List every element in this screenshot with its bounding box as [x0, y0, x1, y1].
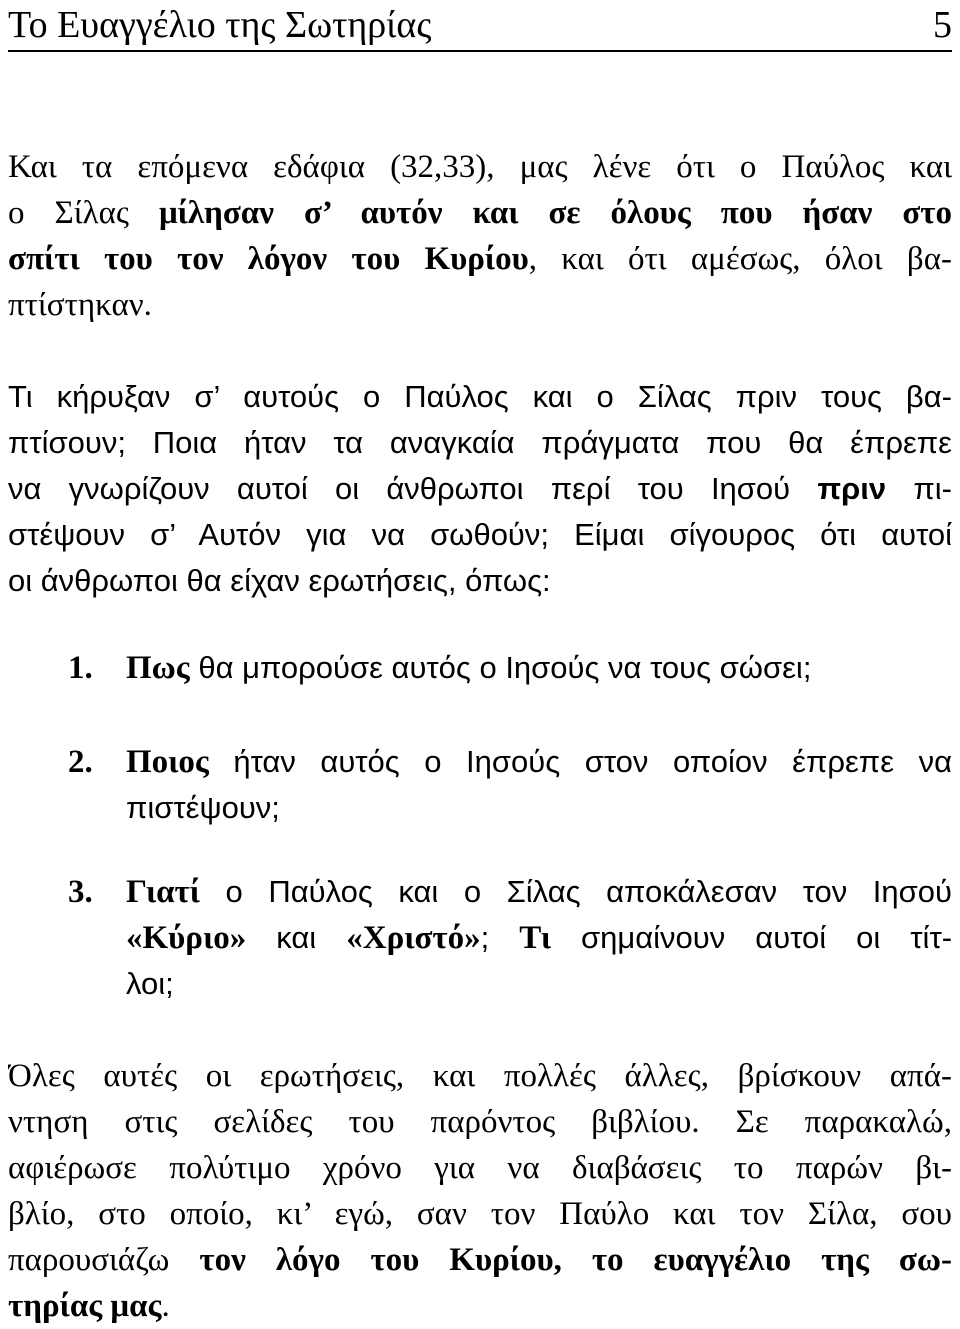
question-line: λοι; — [126, 966, 174, 1001]
paragraph-2-line-1: Τι κήρυξαν σ’ αυτούς ο Παύλος και ο Σίλας πριν τους βα- — [8, 379, 952, 414]
text-span: ήταν αυτός ο Ιησούς στον οποίον έπρεπε να — [208, 744, 952, 779]
paragraph-2 — [8, 374, 952, 604]
paragraph-3-line-2: ντηση στις σελίδες του παρόντος βιβλίου. Σε παρακαλώ, — [8, 1104, 952, 1140]
question-keyword: Ποιος — [126, 744, 209, 780]
paragraph-2-line-5: οι άνθρωποι θα είχαν ερωτήσεις, όπως: — [8, 563, 551, 598]
paragraph-3-line-6 — [8, 1283, 952, 1329]
emphasis: πριν — [817, 471, 887, 506]
question-line: πιστέψουν; — [126, 790, 280, 825]
paragraph-1-line-2 — [8, 190, 952, 236]
text-span: να γνωρίζουν αυτοί οι άνθρωποι περί του Ιησού — [8, 471, 818, 506]
question-line — [126, 915, 952, 961]
paragraph-2-line-2: πτίσουν; Ποια ήταν τα αναγκαία πράγματα που θα έπρεπε — [8, 425, 952, 460]
question-number: 1. — [68, 650, 93, 686]
paragraph-1-line-1: Και τα επόμενα εδάφια (32,33), μας λένε ότι ο Παύλος και — [8, 149, 952, 185]
page-header — [8, 0, 952, 52]
emphasis: σπίτι του τον λόγον του Κυρίου — [8, 241, 529, 277]
paragraph-3 — [8, 1053, 952, 1329]
question-line — [126, 869, 952, 915]
paragraph-1-line-4: πτίστηκαν. — [8, 287, 152, 323]
text-span: σημαίνουν αυτοί οι τίτ- — [550, 920, 952, 955]
question-keyword: Γιατί — [126, 874, 200, 910]
paragraph-3-line-4: βλίο, στο οποίο, κι’ εγώ, σαν τον Παύλο και τον Σίλα, σου — [8, 1196, 952, 1232]
text-span: . — [161, 1288, 170, 1324]
emphasis: τηρίας μας — [8, 1288, 162, 1324]
paragraph-3-line-1: Όλες αυτές οι ερωτήσεις, και πολλές άλλες, βρίσκουν απά- — [8, 1058, 952, 1094]
emphasis: Τι — [519, 920, 551, 956]
paragraph-2-line-3 — [8, 466, 952, 512]
emphasis: τον λόγο του Κυρίου, το ευαγγέλιο της σω- — [199, 1242, 952, 1278]
emphasis: «Κύριο» — [126, 920, 247, 956]
page-number: 5 — [933, 4, 952, 46]
text-span: ο Παύλος και ο Σίλας αποκάλεσαν τον Ιησού — [199, 874, 952, 909]
question-line — [126, 645, 952, 691]
text-span: ; — [480, 920, 520, 955]
question-keyword: Πως — [126, 650, 190, 686]
question-number: 3. — [68, 874, 93, 910]
emphasis: μίλησαν σ’ αυτόν και σε όλους που ήσαν στο — [158, 195, 952, 231]
text-span: ο Σίλας — [8, 195, 159, 231]
running-title: Το Ευαγγέλιο της Σωτηρίας — [8, 4, 432, 46]
paragraph-3-line-5 — [8, 1237, 952, 1283]
emphasis: «Χριστό» — [346, 920, 481, 956]
text-span: και — [246, 920, 347, 955]
question-number: 2. — [68, 744, 93, 780]
text-span: , και ότι αμέσως, όλοι βα- — [528, 241, 952, 277]
paragraph-3-line-3: αφιέρωσε πολύτιμο χρόνο για να διαβάσεις το παρών βι- — [8, 1150, 952, 1186]
text-span: πι- — [886, 471, 952, 506]
paragraph-2-line-4: στέψουν σ’ Αυτόν για να σωθούν; Είμαι σίγουρος ότι αυτοί — [8, 517, 952, 552]
text-span: παρουσιάζω — [8, 1242, 200, 1278]
question-line — [126, 739, 952, 785]
paragraph-1-line-3 — [8, 236, 952, 282]
paragraph-1 — [8, 144, 952, 328]
text-span: θα μπορούσε αυτός ο Ιησούς να τους σώσει; — [189, 650, 812, 685]
